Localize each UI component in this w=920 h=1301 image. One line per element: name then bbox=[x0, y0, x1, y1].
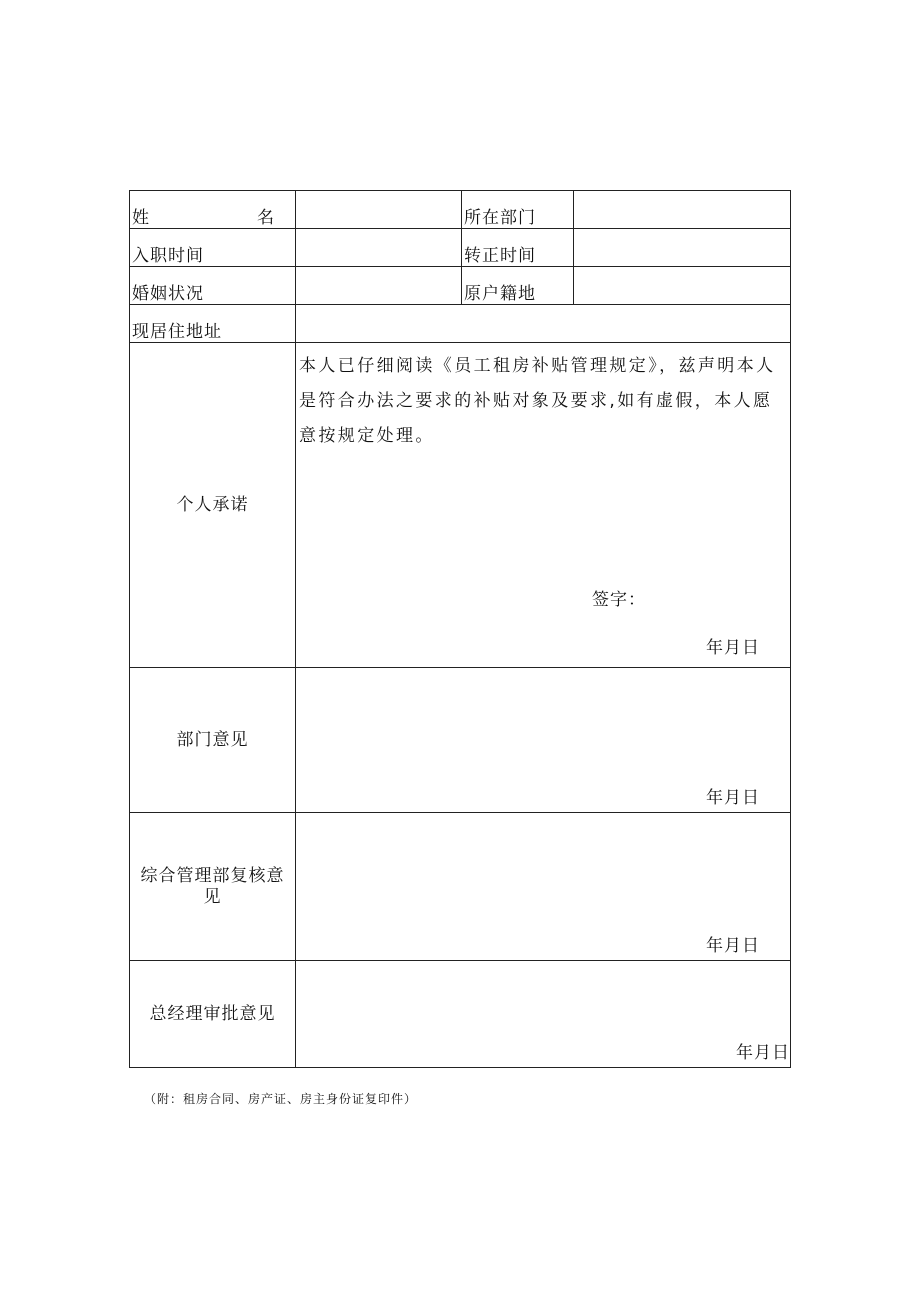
department-field[interactable] bbox=[574, 191, 791, 229]
regular-date-label: 转正时间 bbox=[462, 229, 574, 267]
commitment-date-label: 年月日 bbox=[706, 638, 760, 658]
attachment-note: （附：租房合同、房产证、房主身份证复印件） bbox=[144, 1092, 418, 1106]
current-address-field[interactable] bbox=[296, 305, 791, 343]
regular-date-field[interactable] bbox=[574, 229, 791, 267]
dept-opinion-date-label: 年月日 bbox=[706, 788, 760, 808]
gm-approval-date-label: 年月日 bbox=[736, 1042, 790, 1063]
name-label-second: 名 bbox=[257, 207, 275, 228]
admin-review-label-line2: 见 bbox=[203, 886, 222, 907]
department-label: 所在部门 bbox=[462, 191, 574, 229]
name-label-cell bbox=[130, 191, 296, 229]
name-label-first: 姓 bbox=[132, 207, 150, 228]
commitment-text: 本人已仔细阅读《员工租房补贴管理规定》，兹声明本人是符合办法之要求的补贴对象及要求,如有虚假，本人愿意按规定处理。 bbox=[299, 356, 776, 446]
personal-commitment-label: 个人承诺 bbox=[130, 343, 296, 668]
admin-review-label-line1: 综合管理部复核意 bbox=[140, 866, 285, 887]
subsidy-application-form bbox=[129, 190, 791, 1068]
gm-approval-label: 总经理审批意见 bbox=[130, 961, 296, 1068]
hire-date-field[interactable] bbox=[296, 229, 462, 267]
signature-label: 签字： bbox=[592, 590, 646, 610]
marital-status-field[interactable] bbox=[296, 267, 462, 305]
household-origin-label: 原户籍地 bbox=[462, 267, 574, 305]
current-address-label: 现居住地址 bbox=[130, 305, 296, 343]
dept-opinion-field[interactable] bbox=[296, 668, 791, 813]
personal-commitment-cell bbox=[296, 343, 791, 668]
dept-opinion-label: 部门意见 bbox=[130, 668, 296, 813]
hire-date-label: 入职时间 bbox=[130, 229, 296, 267]
gm-approval-field[interactable] bbox=[296, 961, 791, 1068]
admin-review-date-label: 年月日 bbox=[706, 936, 760, 956]
marital-status-label: 婚姻状况 bbox=[130, 267, 296, 305]
admin-review-label bbox=[130, 813, 296, 961]
admin-review-field[interactable] bbox=[296, 813, 791, 961]
household-origin-field[interactable] bbox=[574, 267, 791, 305]
name-field[interactable] bbox=[296, 191, 462, 229]
